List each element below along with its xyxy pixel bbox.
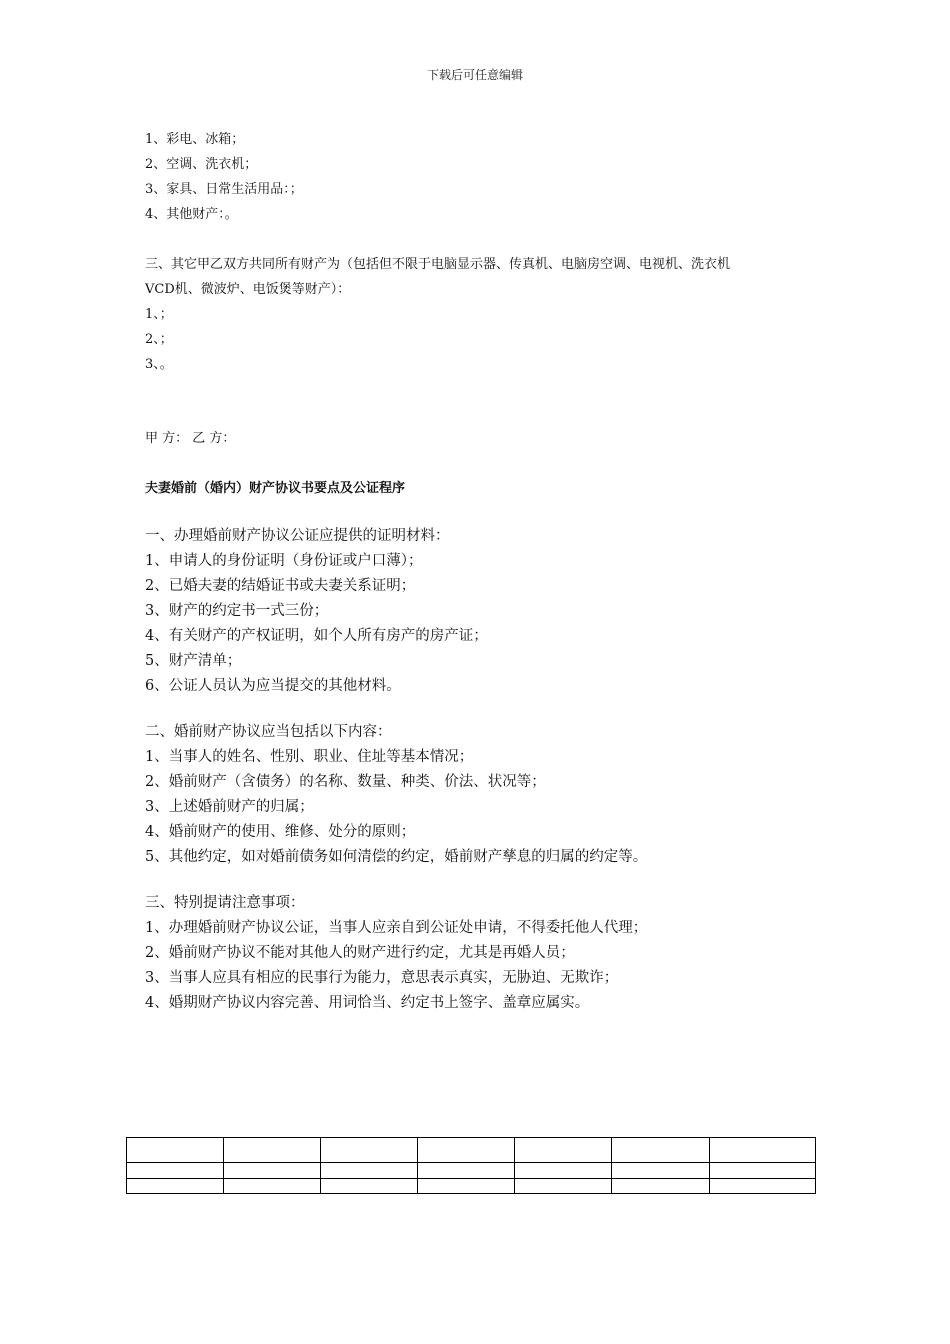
- list-item: 3、。: [145, 357, 173, 372]
- list-item: 3、当事人应具有相应的民事行为能力，意思表示真实，无胁迫、无欺诈；: [145, 970, 619, 986]
- page-header: 下载后可任意编辑: [426, 68, 523, 82]
- list-item: 2、已婚夫妻的结婚证书或夫妻关系证明；: [145, 578, 416, 594]
- list-item: 1、办理婚前财产协议公证，当事人应亲自到公证处申请，不得委托他人代理；: [145, 920, 648, 936]
- list-item: 2、婚前财产协议不能对其他人的财产进行约定，尤其是再婚人员；: [145, 945, 575, 961]
- table-row: [127, 1163, 816, 1179]
- table-cell: [418, 1179, 515, 1194]
- list-item: 2、空调、洗衣机；: [145, 157, 258, 172]
- list-item: 2、婚前财产（含债务）的名称、数量、种类、价法、状况等；: [145, 774, 546, 790]
- list-item: 5、财产清单；: [145, 653, 242, 669]
- list-item: 1、当事人的姓名、性别、职业、住址等基本情况；: [145, 749, 474, 765]
- table-cell: [612, 1138, 710, 1163]
- table-cell: [515, 1163, 612, 1179]
- list-item: 4、有关财产的产权证明，如个人所有房产的房产证；: [145, 628, 488, 644]
- empty-table: [126, 1137, 816, 1194]
- table-cell: [612, 1163, 710, 1179]
- table-cell: [710, 1138, 816, 1163]
- table-cell: [612, 1179, 710, 1194]
- paragraph-line: VCD机、微波炉、电饭煲等财产）：: [145, 282, 351, 297]
- list-item: 3、财产的约定书一式三份；: [145, 603, 329, 619]
- table-cell: [224, 1179, 321, 1194]
- list-item: 1、申请人的身份证明（身份证或户口薄）；: [145, 553, 423, 569]
- table-cell: [418, 1163, 515, 1179]
- table-row: [127, 1179, 816, 1194]
- list-item: 2、；: [145, 332, 173, 347]
- paragraph-line: 三、其它甲乙双方共同所有财产为（包括但不限于电脑显示器、传真机、电脑房空调、电视机、洗衣机: [145, 257, 731, 272]
- list-item: 3、上述婚前财产的归属；: [145, 799, 314, 815]
- list-item: 4、婚前财产的使用、维修、处分的原则；: [145, 824, 416, 840]
- list-item: 4、其他财产：。: [145, 207, 238, 222]
- table-cell: [321, 1163, 418, 1179]
- signature-line: 甲 方： 乙 方：: [145, 431, 236, 446]
- section-heading: 三、特别提请注意事项：: [145, 895, 305, 911]
- table-cell: [224, 1163, 321, 1179]
- table-cell: [127, 1138, 224, 1163]
- table-cell: [515, 1138, 612, 1163]
- table-cell: [321, 1179, 418, 1194]
- section-title: 夫妻婚前（婚内）财产协议书要点及公证程序: [145, 481, 406, 496]
- table-cell: [418, 1138, 515, 1163]
- list-item: 1、；: [145, 307, 173, 322]
- table-cell: [515, 1179, 612, 1194]
- list-item: 3、家具、日常生活用品：；: [145, 182, 303, 197]
- table-cell: [127, 1179, 224, 1194]
- section-heading: 二、婚前财产协议应当包括以下内容：: [145, 724, 392, 740]
- table-cell: [321, 1138, 418, 1163]
- list-item: 5、其他约定，如对婚前债务如何清偿的约定，婚前财产孳息的归属的约定等。: [145, 849, 648, 865]
- table-cell: [127, 1163, 224, 1179]
- table-cell: [710, 1179, 816, 1194]
- list-item: 4、婚期财产协议内容完善、用词恰当、约定书上签字、盖章应属实。: [145, 995, 590, 1011]
- list-item: 6、公证人员认为应当提交的其他材料。: [145, 678, 401, 694]
- list-item: 1、彩电、冰箱；: [145, 132, 245, 147]
- table-row: [127, 1138, 816, 1163]
- table-cell: [710, 1163, 816, 1179]
- table-cell: [224, 1138, 321, 1163]
- section-heading: 一、办理婚前财产协议公证应提供的证明材料：: [145, 528, 450, 544]
